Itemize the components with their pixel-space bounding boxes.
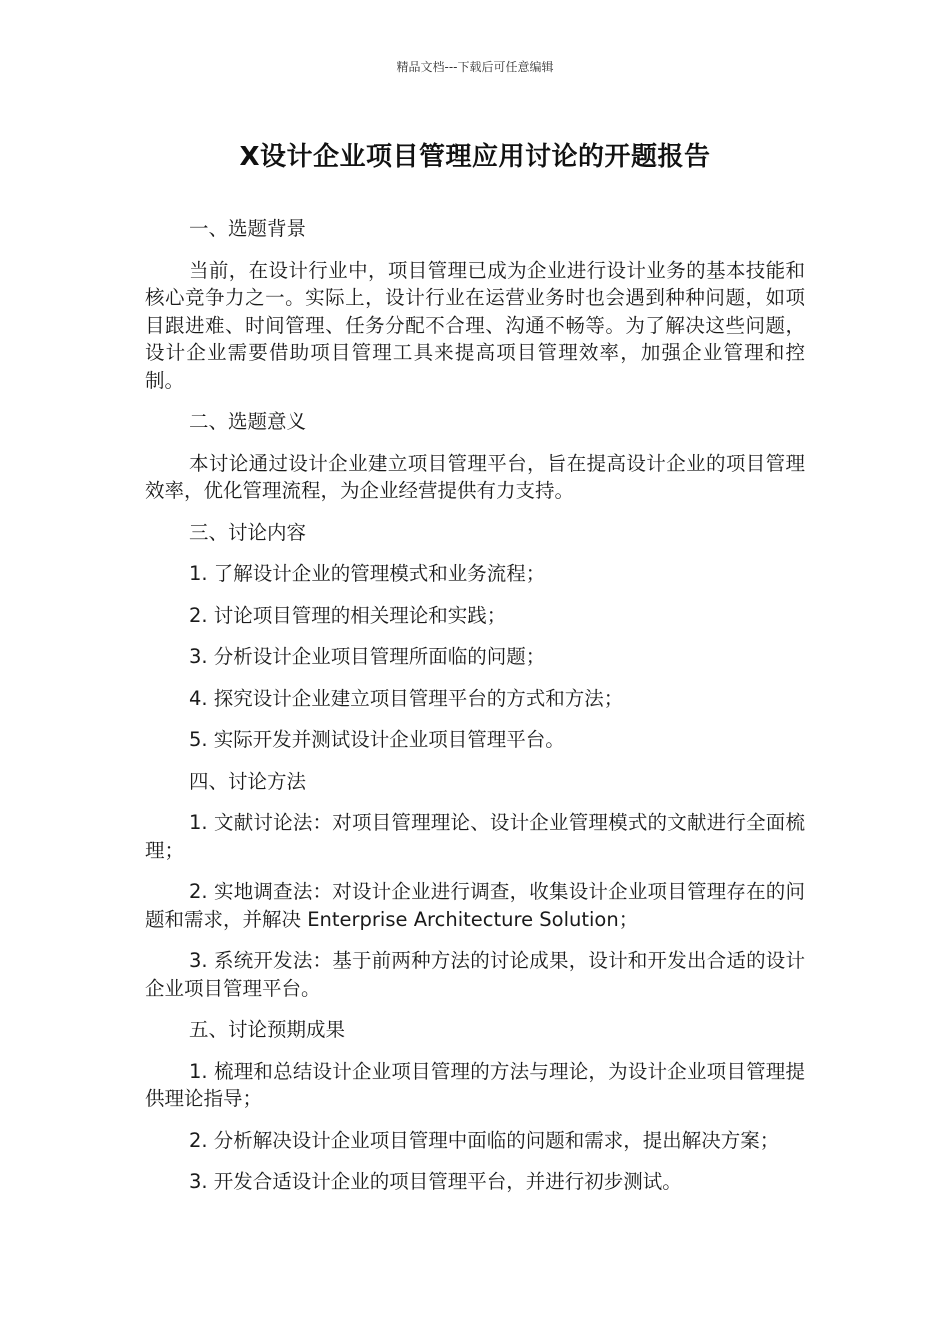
document-body (145, 215, 805, 1210)
list-item: 2. 讨论项目管理的相关理论和实践； (189, 603, 507, 627)
section-heading-methods: 四、讨论方法 (189, 769, 307, 793)
section-heading-outcomes: 五、讨论预期成果 (189, 1018, 346, 1041)
page-header-note: 精品文档---下载后可任意编辑 (396, 60, 554, 74)
list-item: 4. 探究设计企业建立项目管理平台的方式和方法； (189, 686, 624, 710)
list-item: 1. 梳理和总结设计企业项目管理的方法与理论，为设计企业项目管理提供理论指导； (145, 1059, 805, 1110)
list-item: 1. 文献讨论法：对项目管理理论、设计企业管理模式的文献进行全面梳理； (145, 811, 805, 862)
section-heading-content: 三、讨论内容 (189, 520, 307, 544)
list-item: 3. 分析设计企业项目管理所面临的问题； (189, 645, 546, 668)
list-item: 3. 开发合适设计企业的项目管理平台，并进行初步测试。 (189, 1170, 682, 1193)
list-item: 1. 了解设计企业的管理模式和业务流程； (189, 562, 546, 585)
list-item: 3. 系统开发法：基于前两种方法的讨论成果，设计和开发出合适的设计企业项目管理平台。 (145, 949, 805, 1000)
paragraph-significance: 本讨论通过设计企业建立项目管理平台，旨在提高设计企业的项目管理效率，优化管理流程，为企业经营提供有力支持。 (145, 451, 805, 502)
list-item: 2. 实地调查法：对设计企业进行调查，收集设计企业项目管理存在的问题和需求，并解决 Enterprise Architecture Solution； (145, 880, 805, 931)
list-item: 5. 实际开发并测试设计企业项目管理平台。 (189, 728, 565, 751)
document-title: X设计企业项目管理应用讨论的开题报告 (239, 142, 711, 172)
list-item: 2. 分析解决设计企业项目管理中面临的问题和需求，提出解决方案； (189, 1128, 780, 1152)
section-heading-significance: 二、选题意义 (189, 410, 307, 433)
section-heading-background: 一、选题背景 (189, 217, 307, 240)
paragraph-background: 当前，在设计行业中，项目管理已成为企业进行设计业务的基本技能和核心竞争力之一。实际上，设计行业在运营业务时也会遇到种种问题，如项目跟进难、时间管理、任务分配不合理、沟通不畅等。为了解决这些问题，设计企业需要借助项目管理工具来提高项目管理效率，加强企业管理和控制。 (145, 258, 805, 392)
